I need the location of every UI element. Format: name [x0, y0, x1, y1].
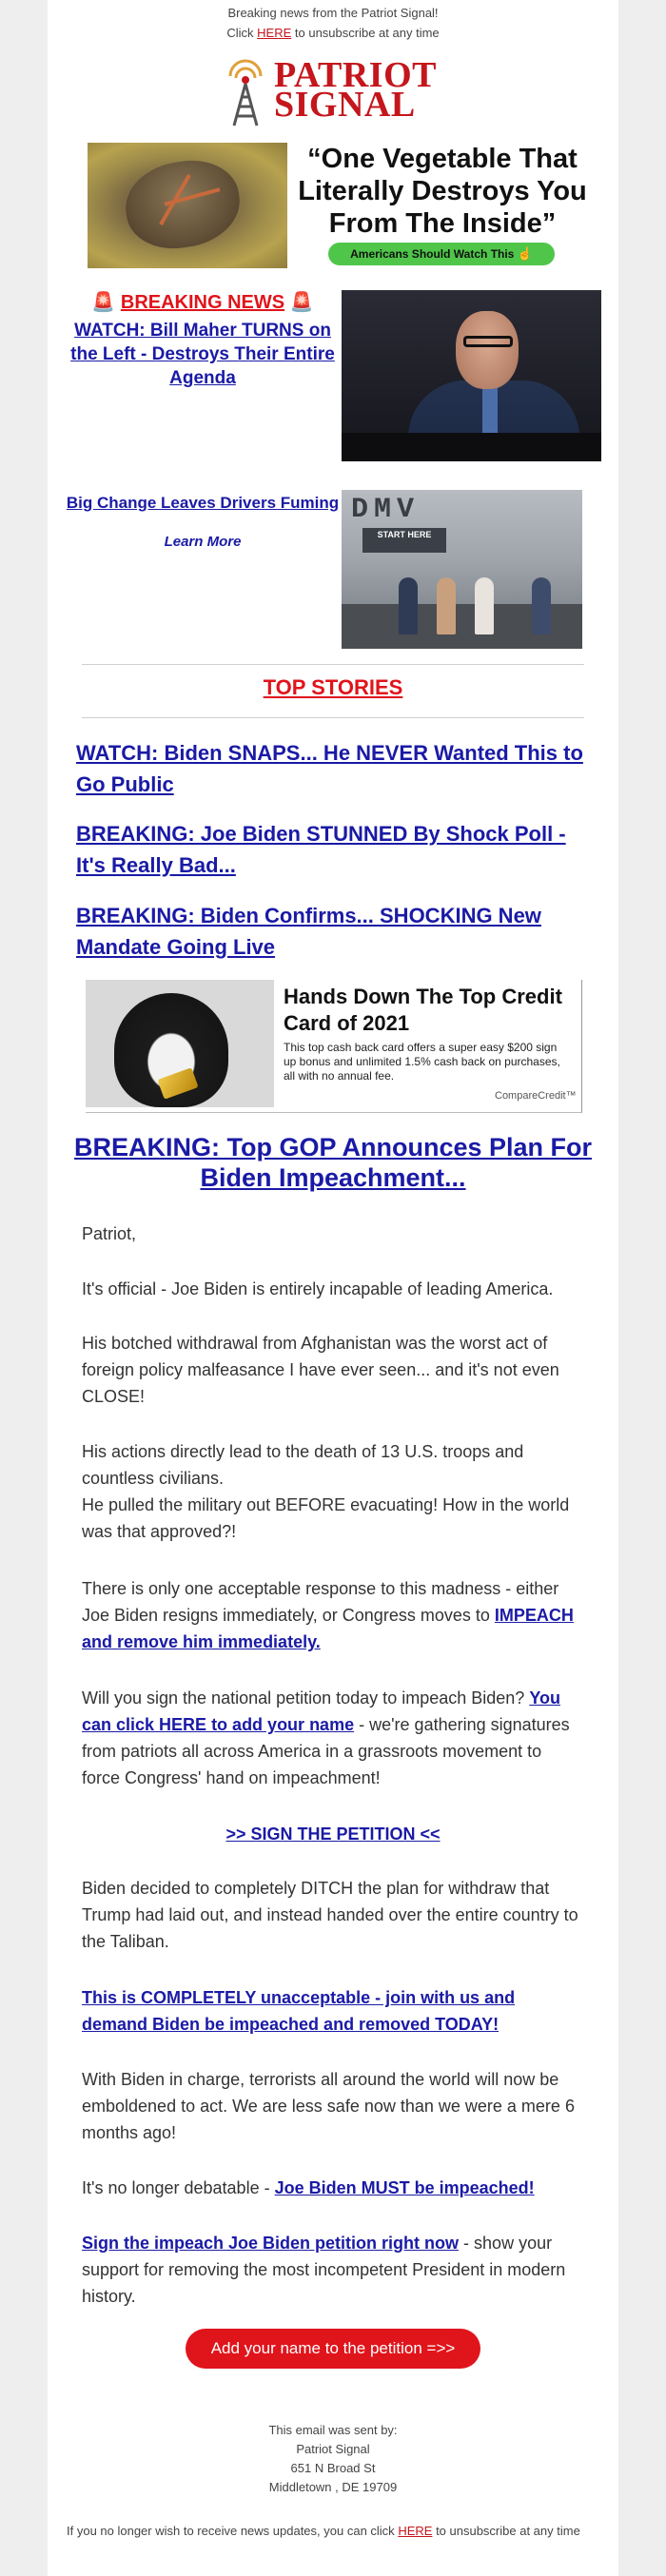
top-stories-title: TOP STORIES	[263, 675, 403, 699]
top-unsubscribe-link[interactable]: HERE	[257, 26, 292, 40]
vegetable-ad-image[interactable]	[88, 143, 287, 268]
divider	[82, 664, 584, 665]
credit-ad-title: Hands Down The Top Credit Card of 2021	[284, 985, 562, 1035]
credit-ad-brand: CompareCredit™	[495, 1090, 577, 1102]
watch-this-button[interactable]: Americans Should Watch This ☝	[328, 243, 555, 265]
credit-card-ad[interactable]	[86, 980, 582, 1113]
footer-unsubscribe-link[interactable]: HERE	[398, 2524, 433, 2538]
radio-tower-icon	[219, 57, 272, 128]
learn-more-link[interactable]: Learn More	[164, 534, 242, 550]
top-story-link[interactable]: BREAKING: Joe Biden STUNNED By Shock Poll - It's Really Bad...	[76, 822, 566, 877]
bill-maher-story-link[interactable]: WATCH: Bill Maher TURNS on the Left - Destroys Their Entire Agenda	[70, 321, 335, 388]
impeach-link[interactable]: IMPEACH and remove him immediately.	[82, 1606, 574, 1651]
paragraph: His actions directly lead to the death of 13 U.S. troops and countless civilians. He pulled the military out BEFORE evacuating! How in the world was that approved?!	[82, 1442, 570, 1541]
paragraph: It's official - Joe Biden is entirely incapable of leading America.	[82, 1279, 554, 1298]
petition-now-link[interactable]: Sign the impeach Joe Biden petition right now	[82, 2234, 460, 2253]
breaking-news-label: 🚨 BREAKING NEWS 🚨	[91, 292, 314, 313]
logo-wordmark: PATRIOT SIGNAL	[274, 55, 437, 125]
start-here-sign: START HERE	[362, 528, 446, 553]
divider	[82, 717, 584, 718]
preheader: Breaking news from the Patriot Signal!	[227, 6, 439, 20]
paragraph: It's no longer debatable - Joe Biden MUST be impeached!	[82, 2178, 535, 2197]
siren-icon: 🚨	[91, 292, 116, 313]
footer-unsubscribe: If you no longer wish to receive news updates, you can click HERE to unsubscribe at any time	[67, 2524, 580, 2538]
paragraph: His botched withdrawal from Afghanistan was the worst act of foreign policy malfeasance I have ever seen... and it's not even CLOSE!	[82, 1334, 559, 1406]
sign-petition-line	[82, 1821, 584, 1847]
dmv-office-image[interactable]	[342, 490, 582, 649]
paragraph	[82, 1984, 584, 2038]
dmv-sign: DMV	[351, 494, 421, 526]
must-be-impeached-link[interactable]: Joe Biden MUST be impeached!	[274, 2178, 535, 2197]
siren-icon: 🚨	[289, 292, 314, 313]
top-story-link[interactable]: WATCH: Biden SNAPS... He NEVER Wanted This to Go Public	[76, 741, 583, 796]
vegetable-ad-headline[interactable]: “One Vegetable That Literally Destroys You From The Inside”	[298, 144, 587, 239]
demand-impeachment-link[interactable]: This is COMPLETELY unacceptable - join with us and demand Biden be impeached and removed TODAY!	[82, 1988, 516, 2034]
paragraph: Biden decided to completely DITCH the plan for withdraw that Trump had laid out, and instead handed over the entire country to the Taliban.	[82, 1879, 578, 1951]
top-story-link[interactable]: BREAKING: Biden Confirms... SHOCKING New Mandate Going Live	[76, 904, 541, 959]
sign-petition-link[interactable]: >> SIGN THE PETITION <<	[225, 1825, 441, 1844]
add-name-link[interactable]: You can click HERE to add your name	[82, 1688, 560, 1734]
drivers-fuming-link[interactable]: Big Change Leaves Drivers Fuming	[66, 494, 340, 512]
dog-with-card-image	[86, 980, 274, 1107]
add-name-petition-button[interactable]: Add your name to the petition =>>	[186, 2329, 480, 2369]
impeachment-headline-link[interactable]: BREAKING: Top GOP Announces Plan For Biden Impeachment...	[73, 1133, 593, 1192]
paragraph: There is only one acceptable response to this madness - either Joe Biden resigns immediately, or Congress moves to IMPEACH and remove him immediately.	[82, 1579, 574, 1651]
bill-maher-image[interactable]	[342, 290, 601, 461]
paragraph: Will you sign the national petition today to impeach Biden? You can click HERE to add your name - we're gathering signatures from patriots all across America in a grassroots movement to force Congress' hand on impeachment!	[82, 1688, 570, 1787]
paragraph: Sign the impeach Joe Biden petition right now - show your support for removing the most incompetent President in modern history.	[82, 2234, 566, 2306]
email-body	[48, 0, 618, 2576]
footer-address: This email was sent by: Patriot Signal 651 N Broad St Middletown , DE 19709	[268, 2423, 398, 2494]
pointer-hand-icon: ☝	[517, 246, 533, 261]
greeting: Patriot,	[82, 1224, 137, 1243]
paragraph: With Biden in charge, terrorists all around the world will now be emboldened to act. We are less safe now than we were a mere 6 months ago!	[82, 2070, 575, 2142]
patriot-signal-logo[interactable]	[219, 57, 447, 128]
top-unsubscribe-line: Click HERE to unsubscribe at any time	[226, 26, 440, 40]
credit-ad-text: This top cash back card offers a super easy $200 sign up bonus and unlimited 1.5% cash back on purchases, all with no annual fee.	[284, 1041, 560, 1083]
